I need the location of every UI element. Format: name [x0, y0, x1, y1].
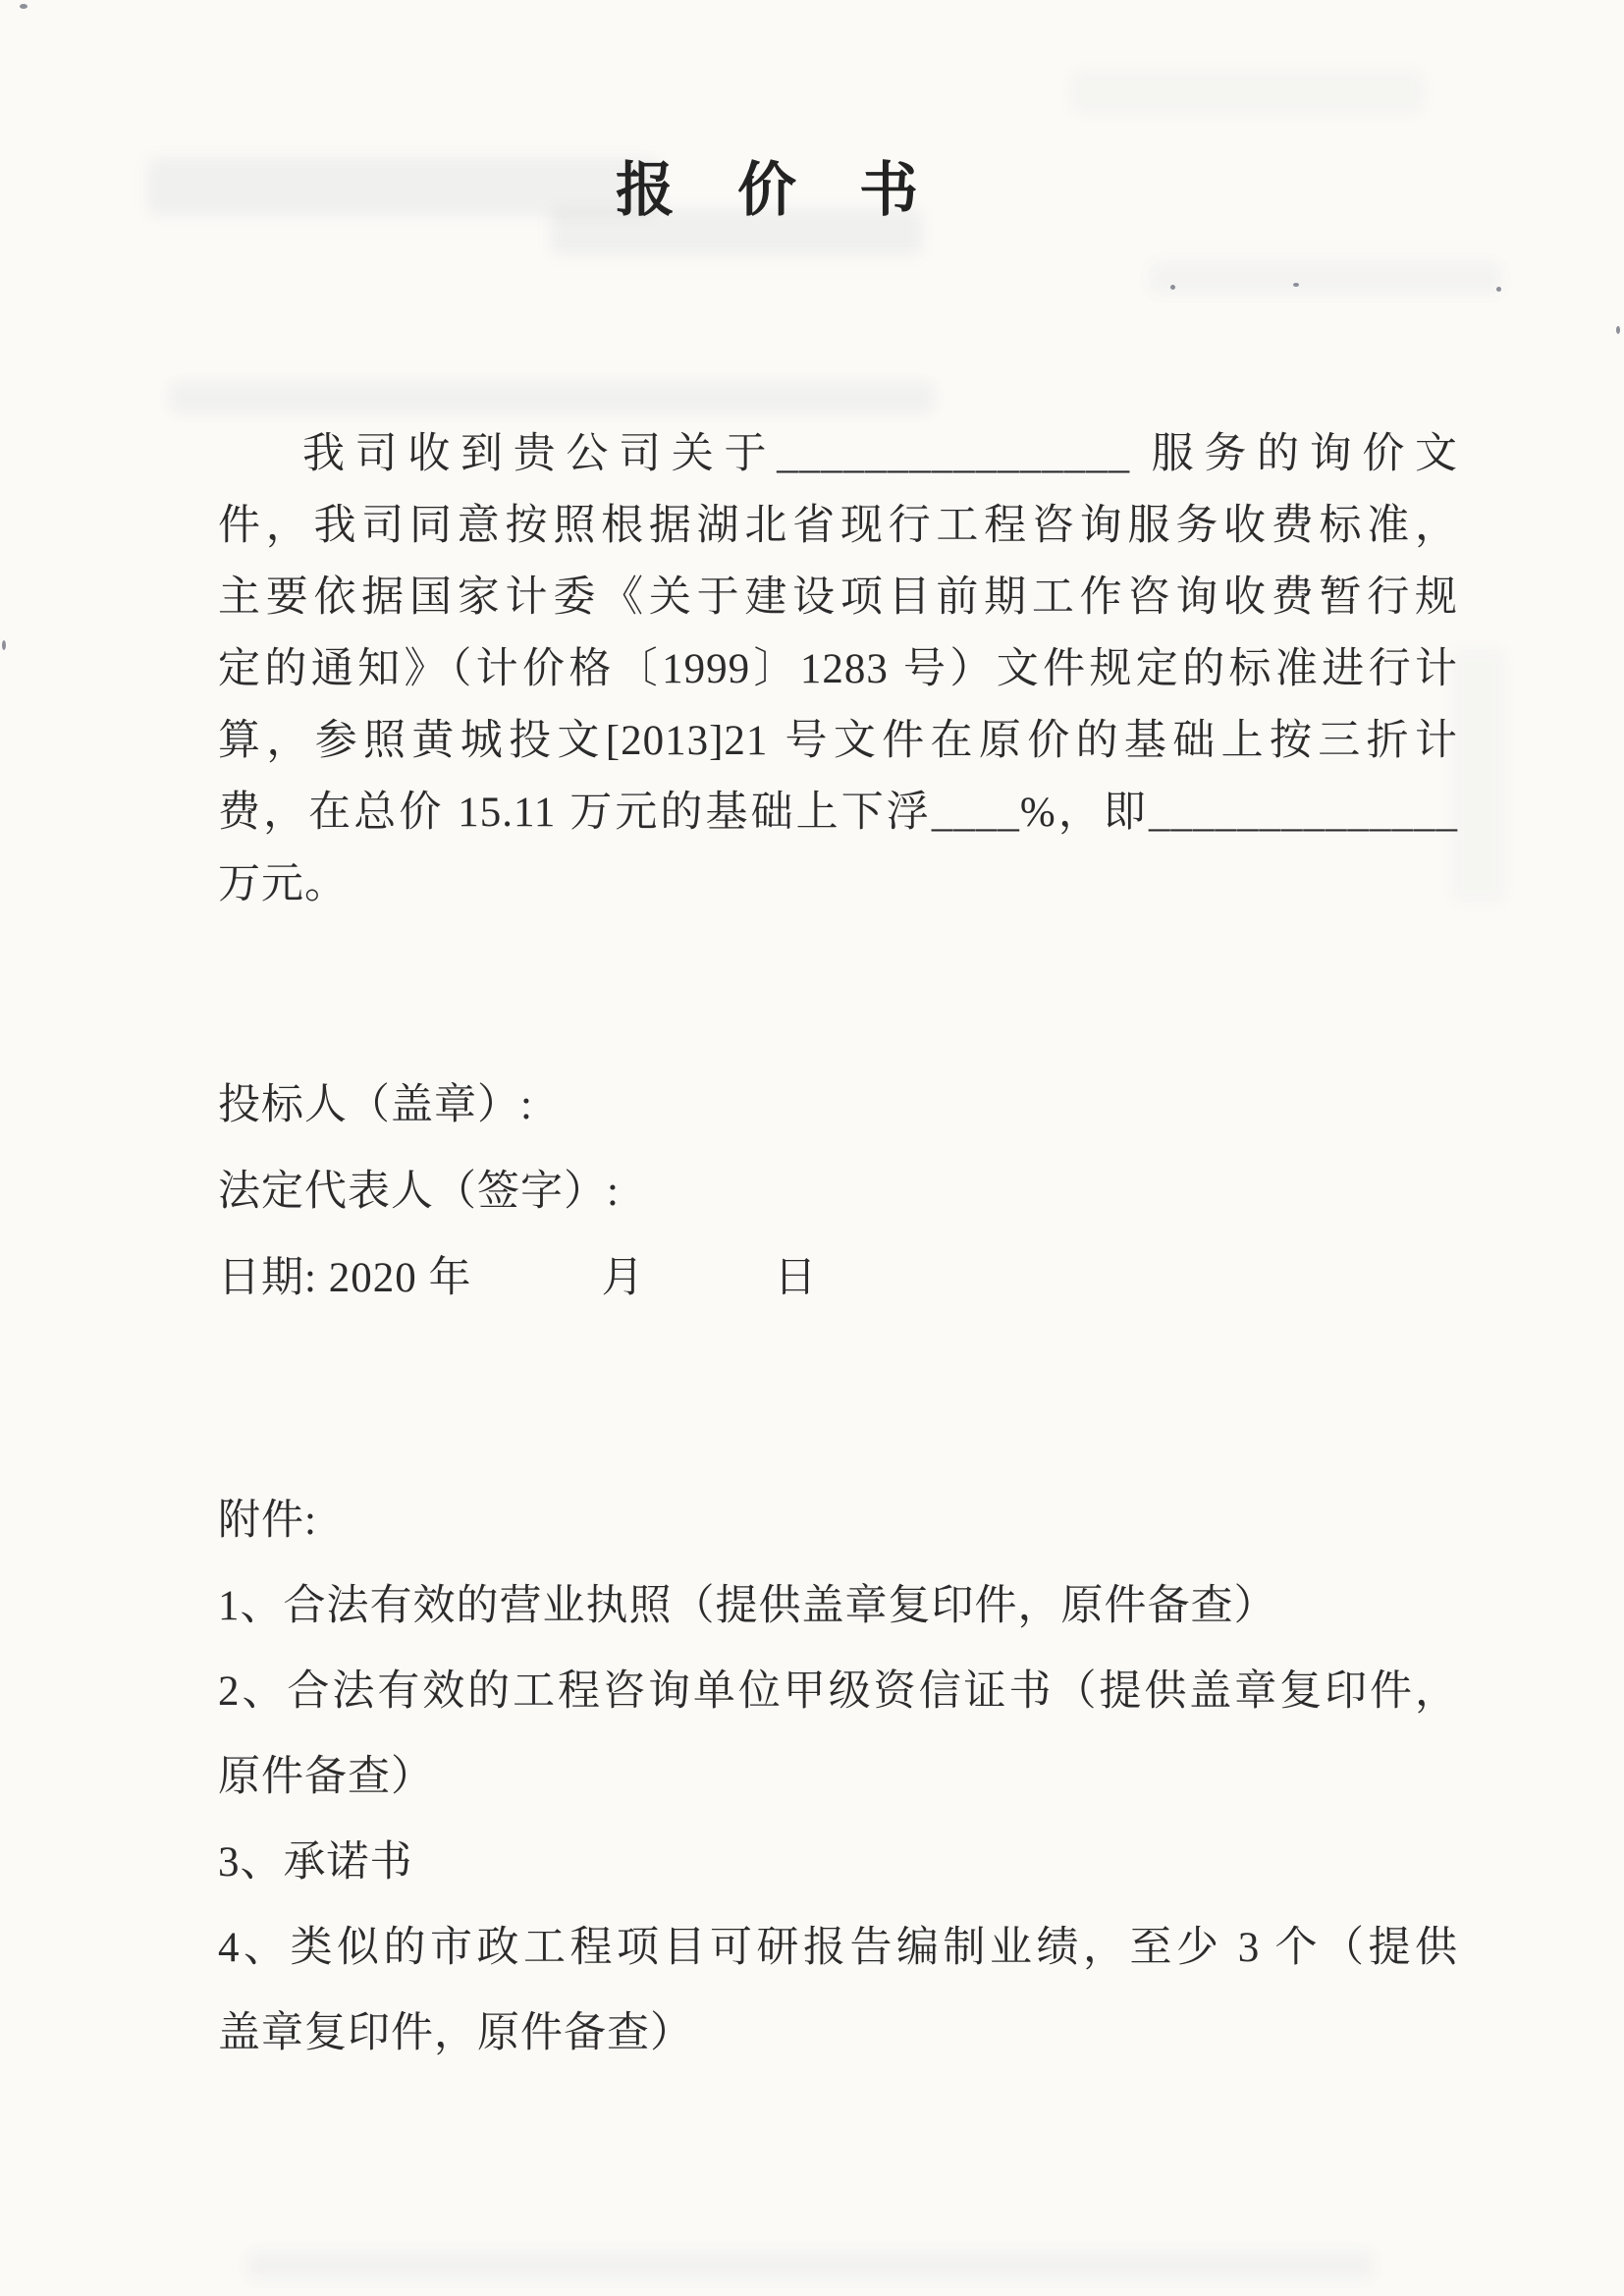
- scan-speck: [1616, 326, 1620, 334]
- scan-speck: [1293, 283, 1299, 287]
- bleed-through-artifact: [1149, 261, 1502, 295]
- scan-speck: [20, 4, 27, 9]
- attachments-heading: 附件:: [218, 1498, 317, 1544]
- signature-block: [218, 1063, 1458, 1322]
- attachment-item-2: [218, 1649, 1458, 1820]
- paragraph-line: 件，我司同意按照根据湖北省现行工程咨询服务收费标准，: [218, 503, 1458, 549]
- bleed-through-artifact: [1070, 71, 1424, 114]
- scan-speck: [1496, 287, 1501, 292]
- attachment-item-line: 4、类似的市政工程项目可研报告编制业绩，至少 3 个（提供: [218, 1925, 1458, 1971]
- paragraph-line: 费，在总价 15.11 万元的基础上下浮____%，即______________: [218, 790, 1458, 836]
- scan-speck: [2, 640, 6, 650]
- legal-representative-label: 法定代表人（签字）:: [218, 1169, 620, 1215]
- paragraph-line: 我司收到贵公司关于________________ 服务的询价文: [302, 431, 1458, 477]
- date-line: 日期: 2020 年 月 日: [218, 1255, 818, 1301]
- attachment-item-line: 1、合法有效的营业执照（提供盖章复印件，原件备查）: [218, 1583, 1277, 1629]
- document-title: 报 价 书: [616, 158, 920, 223]
- paragraph-line: 算，参照黄城投文[2013]21 号文件在原价的基础上按三折计: [218, 718, 1458, 764]
- paragraph-line: 定的通知》（计价格〔1999〕1283 号）文件规定的标准进行计: [218, 646, 1458, 692]
- attachments-section: [218, 1478, 1458, 2076]
- paragraph-line: 主要依据国家计委《关于建设项目前期工作咨询收费暂行规: [218, 574, 1458, 621]
- bleed-through-artifact: [1451, 648, 1506, 903]
- attachment-item-4: [218, 1905, 1458, 2076]
- attachment-item-line: 3、承诺书: [218, 1839, 413, 1886]
- quotation-paragraph: [218, 418, 1458, 920]
- attachment-item-line: 2、合法有效的工程咨询单位甲级资信证书（提供盖章复印件，: [218, 1668, 1458, 1715]
- bleed-through-artifact: [169, 381, 935, 414]
- bidder-seal-label: 投标人（盖章）:: [218, 1082, 533, 1128]
- paragraph-line: 万元。: [218, 861, 348, 907]
- attachment-item-3: [218, 1820, 1458, 1905]
- attachment-item-1: [218, 1563, 1458, 1649]
- attachment-item-line: 盖章复印件，原件备查）: [218, 2010, 693, 2056]
- scan-speck: [1170, 285, 1175, 290]
- attachment-item-line: 原件备查）: [218, 1754, 434, 1800]
- bleed-through-artifact: [245, 2251, 1375, 2280]
